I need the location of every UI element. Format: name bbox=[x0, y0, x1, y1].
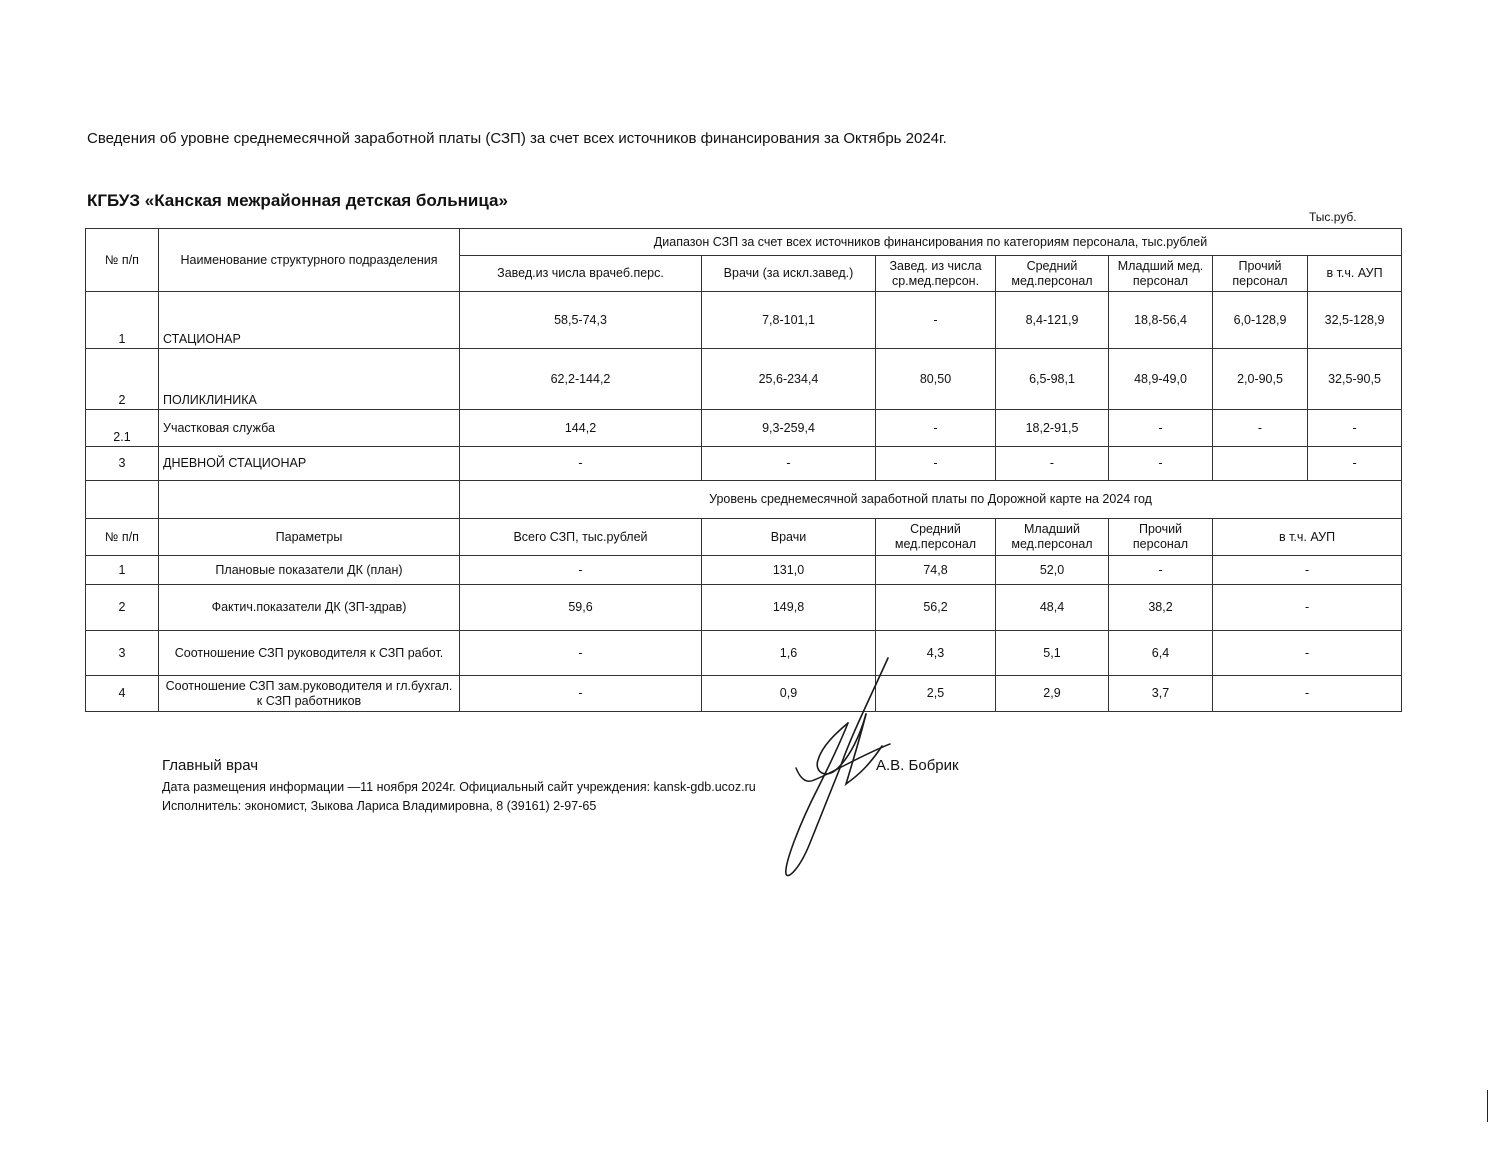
publication-date-info: Дата размещения информации —11 ноября 2024г. Официальный сайт учреждения: kansk-gdb.ucoz.ru bbox=[162, 780, 756, 794]
cell: 0,9 bbox=[702, 676, 876, 712]
row-num: 3 bbox=[86, 631, 159, 676]
chief-doctor-title: Главный врач bbox=[162, 757, 259, 774]
table-row bbox=[86, 556, 1402, 585]
cell: - bbox=[1213, 410, 1308, 447]
row-num: 2 bbox=[86, 585, 159, 631]
cell: 6,0-128,9 bbox=[1213, 292, 1308, 349]
cell: - bbox=[1213, 556, 1402, 585]
unit-label: Тыс.руб. bbox=[1309, 210, 1357, 224]
row-num: 1 bbox=[86, 556, 159, 585]
table-row bbox=[86, 447, 1402, 481]
row-param: Соотношение СЗП руководителя к СЗП работ. bbox=[159, 631, 460, 676]
cell: - bbox=[876, 292, 996, 349]
table-row bbox=[86, 585, 1402, 631]
cell: - bbox=[876, 447, 996, 481]
table-row bbox=[86, 292, 1402, 349]
cell: 5,1 bbox=[996, 631, 1109, 676]
cell: - bbox=[702, 447, 876, 481]
cell: 56,2 bbox=[876, 585, 996, 631]
salary-table bbox=[85, 228, 1402, 712]
cell: 74,8 bbox=[876, 556, 996, 585]
cell: - bbox=[876, 410, 996, 447]
cell: 149,8 bbox=[702, 585, 876, 631]
roadmap-header-row bbox=[86, 519, 1402, 556]
row-name: ПОЛИКЛИНИКА bbox=[159, 349, 460, 410]
cell: - bbox=[1308, 410, 1402, 447]
range-col-header: в т.ч. АУП bbox=[1308, 256, 1402, 292]
row-param: Фактич.показатели ДК (ЗП-здрав) bbox=[159, 585, 460, 631]
range-col-name-header: Наименование структурного подразделения bbox=[159, 229, 460, 292]
row-name: ДНЕВНОЙ СТАЦИОНАР bbox=[159, 447, 460, 481]
table-row bbox=[86, 676, 1402, 712]
row-name: СТАЦИОНАР bbox=[159, 292, 460, 349]
scan-edge-mark bbox=[1487, 1090, 1488, 1122]
cell: 18,8-56,4 bbox=[1109, 292, 1213, 349]
roadmap-group-header: Уровень среднемесячной заработной платы по Дорожной карте на 2024 год bbox=[460, 481, 1402, 519]
cell: 52,0 bbox=[996, 556, 1109, 585]
table-row bbox=[86, 631, 1402, 676]
cell: 32,5-90,5 bbox=[1308, 349, 1402, 410]
cell: 2,9 bbox=[996, 676, 1109, 712]
cell bbox=[1213, 447, 1308, 481]
row-param: Соотношение СЗП зам.руководителя и гл.бухгал. к СЗП работников bbox=[159, 676, 460, 712]
organization-name: КГБУЗ «Канская межрайонная детская больница» bbox=[87, 191, 508, 210]
cell: 48,4 bbox=[996, 585, 1109, 631]
cell: 32,5-128,9 bbox=[1308, 292, 1402, 349]
cell: 80,50 bbox=[876, 349, 996, 410]
cell: - bbox=[1213, 631, 1402, 676]
table-row bbox=[86, 410, 1402, 447]
cell: 6,5-98,1 bbox=[996, 349, 1109, 410]
range-col-header: Завед.из числа врачеб.перс. bbox=[460, 256, 702, 292]
cell: - bbox=[460, 676, 702, 712]
cell: 38,2 bbox=[1109, 585, 1213, 631]
row-num: 3 bbox=[86, 447, 159, 481]
cell: 7,8-101,1 bbox=[702, 292, 876, 349]
row-num: 4 bbox=[86, 676, 159, 712]
range-col-header: Врачи (за искл.завед.) bbox=[702, 256, 876, 292]
range-header-row bbox=[86, 229, 1402, 256]
range-group-header: Диапазон СЗП за счет всех источников финансирования по категориям персонала, тыс.рублей bbox=[460, 229, 1402, 256]
row-num: 1 bbox=[86, 292, 159, 349]
range-col-header: Средний мед.персонал bbox=[996, 256, 1109, 292]
cell: - bbox=[460, 631, 702, 676]
roadmap-col-header: Младший мед.персонал bbox=[996, 519, 1109, 556]
cell: 48,9-49,0 bbox=[1109, 349, 1213, 410]
blank-cell bbox=[86, 481, 159, 519]
cell: 62,2-144,2 bbox=[460, 349, 702, 410]
cell: 6,4 bbox=[1109, 631, 1213, 676]
cell: 1,6 bbox=[702, 631, 876, 676]
range-col-header: Завед. из числа ср.мед.персон. bbox=[876, 256, 996, 292]
roadmap-title-row bbox=[86, 481, 1402, 519]
cell: 4,3 bbox=[876, 631, 996, 676]
cell: 25,6-234,4 bbox=[702, 349, 876, 410]
signer-name: А.В. Бобрик bbox=[876, 757, 959, 774]
cell: - bbox=[1213, 676, 1402, 712]
cell: - bbox=[460, 556, 702, 585]
row-num: 2 bbox=[86, 349, 159, 410]
cell: - bbox=[460, 447, 702, 481]
cell: - bbox=[1109, 447, 1213, 481]
range-col-num-header: № п/п bbox=[86, 229, 159, 292]
cell: 131,0 bbox=[702, 556, 876, 585]
cell: 8,4-121,9 bbox=[996, 292, 1109, 349]
table-row bbox=[86, 349, 1402, 410]
cell: - bbox=[1308, 447, 1402, 481]
row-num: 2.1 bbox=[86, 410, 159, 447]
document-intro: Сведения об уровне среднемесячной заработной платы (СЗП) за счет всех источников финансирования за Октябрь 2024г. bbox=[87, 130, 947, 147]
roadmap-col-header: Всего СЗП, тыс.рублей bbox=[460, 519, 702, 556]
roadmap-col-header: Врачи bbox=[702, 519, 876, 556]
cell: 2,0-90,5 bbox=[1213, 349, 1308, 410]
roadmap-col-header: Прочий персонал bbox=[1109, 519, 1213, 556]
roadmap-col-header: в т.ч. АУП bbox=[1213, 519, 1402, 556]
cell: 2,5 bbox=[876, 676, 996, 712]
roadmap-col-header: Средний мед.персонал bbox=[876, 519, 996, 556]
blank-cell bbox=[159, 481, 460, 519]
roadmap-col-num-header: № п/п bbox=[86, 519, 159, 556]
cell: 3,7 bbox=[1109, 676, 1213, 712]
row-name: Участковая служба bbox=[159, 410, 460, 447]
cell: - bbox=[1109, 556, 1213, 585]
cell: - bbox=[1213, 585, 1402, 631]
cell: 144,2 bbox=[460, 410, 702, 447]
cell: 9,3-259,4 bbox=[702, 410, 876, 447]
cell: 18,2-91,5 bbox=[996, 410, 1109, 447]
row-param: Плановые показатели ДК (план) bbox=[159, 556, 460, 585]
executor-info: Исполнитель: экономист, Зыкова Лариса Владимировна, 8 (39161) 2-97-65 bbox=[162, 799, 597, 813]
range-col-header: Младший мед. персонал bbox=[1109, 256, 1213, 292]
cell: - bbox=[1109, 410, 1213, 447]
cell: - bbox=[996, 447, 1109, 481]
range-col-header: Прочий персонал bbox=[1213, 256, 1308, 292]
cell: 59,6 bbox=[460, 585, 702, 631]
roadmap-col-params-header: Параметры bbox=[159, 519, 460, 556]
cell: 58,5-74,3 bbox=[460, 292, 702, 349]
